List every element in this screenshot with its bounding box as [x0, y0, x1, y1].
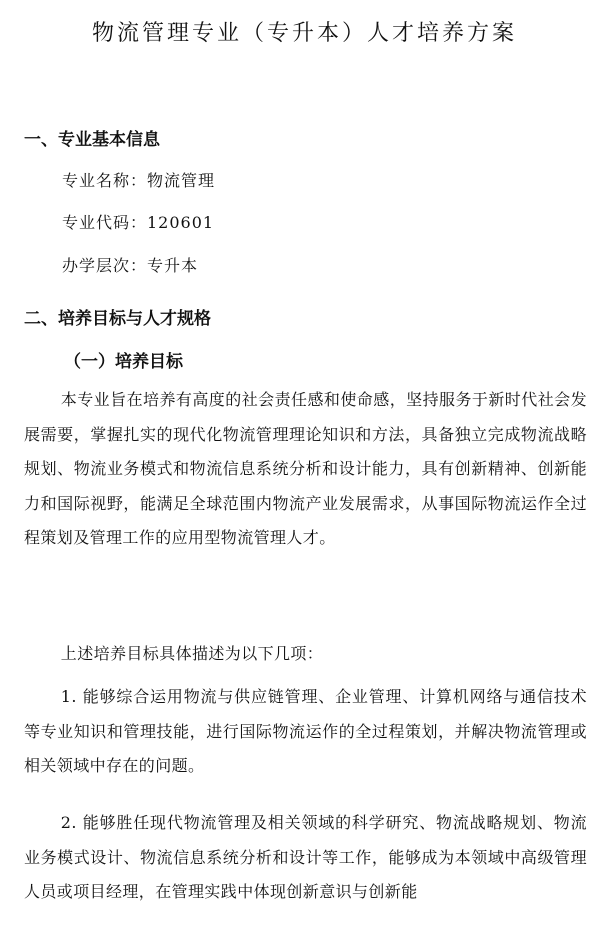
paragraph-goal-intro: 上述培养目标具体描述为以下几项： — [60, 644, 324, 663]
list-item-goal-1: 1. 能够综合运用物流与供应链管理、企业管理、计算机网络与通信技术等专业知识和管理技能，进行国际物流运作的全过程策划，并解决物流管理或相关领域中存在的问题。 — [24, 687, 587, 775]
education-level: 办学层次：专升本 — [62, 256, 199, 275]
list-item-goal-2: 2. 能够胜任现代物流管理及相关领域的科学研究、物流战略规划、物流业务模式设计、物流信息系统分析和设计等工作，能够成为本领域中高级管理人员或项目经理，在管理实践中体现创新意识与创新能 — [24, 813, 587, 901]
subsection-heading-training-goals: （一）培养目标 — [64, 352, 183, 372]
section-heading-training-goals: 二、培养目标与人才规格 — [24, 309, 211, 329]
major-name: 专业名称：物流管理 — [62, 171, 216, 190]
section-heading-basic-info: 一、专业基本信息 — [24, 130, 160, 150]
document-title: 物流管理专业（专升本）人才培养方案 — [91, 21, 517, 46]
major-code: 专业代码：120601 — [62, 213, 215, 232]
paragraph-training-goal: 本专业旨在培养有高度的社会责任感和使命感，坚持服务于新时代社会发展需要，掌握扎实的现代化物流管理理论知识和方法，具备独立完成物流战略规划、物流业务模式和物流信息系统分析和设计能力，具有创新精神、创新能力和国际视野，能满足全球范围内物流产业发展需求，从事国际物流运作全过程策划及管理工作的应用型物流管理人才。 — [24, 390, 587, 547]
